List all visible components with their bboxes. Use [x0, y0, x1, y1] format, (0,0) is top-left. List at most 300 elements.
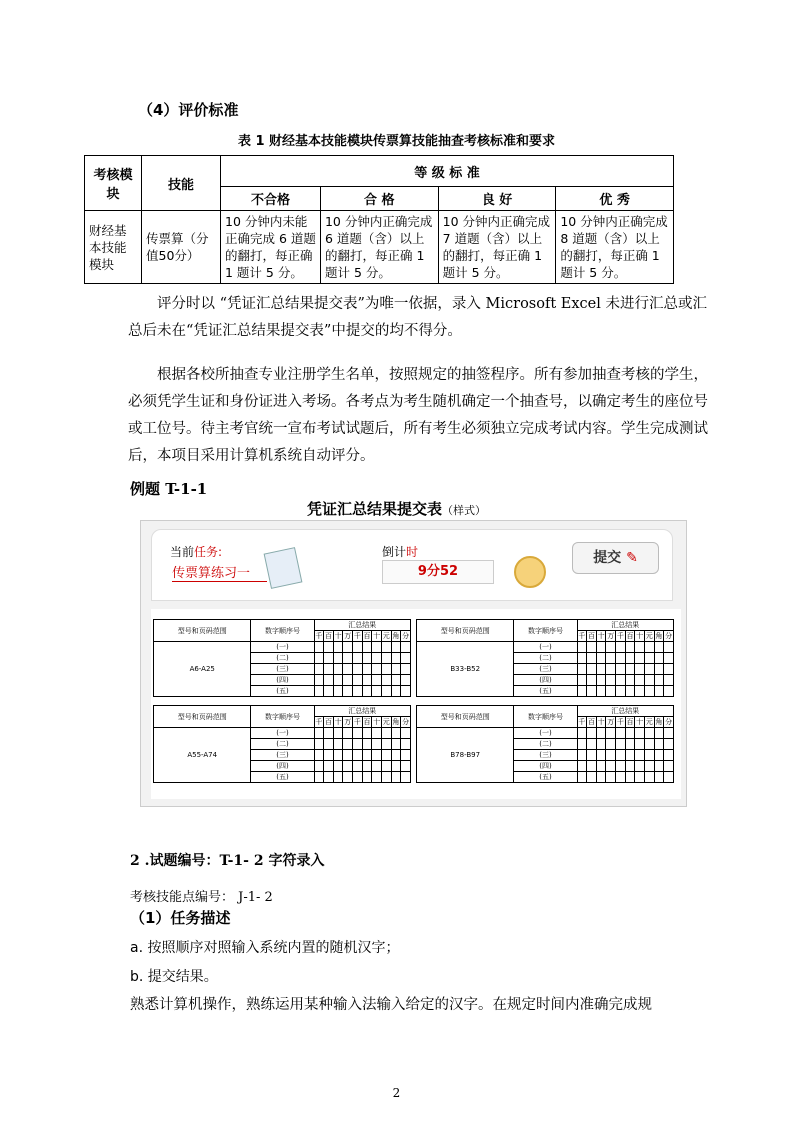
digit-input-cell[interactable] [644, 675, 654, 686]
digit-input-cell[interactable] [644, 664, 654, 675]
form-title [0, 498, 793, 519]
col-range-header: 型号和页码范围 [154, 620, 251, 642]
digit-input-cell[interactable] [314, 686, 324, 697]
digit-input-cell[interactable] [654, 750, 664, 761]
digit-input-cell[interactable] [372, 739, 382, 750]
seq-cell: (四) [514, 675, 577, 686]
digit-input-cell[interactable] [596, 642, 606, 653]
digit-input-cell[interactable] [616, 750, 626, 761]
result-row [417, 642, 674, 653]
digit-input-cell[interactable] [577, 675, 587, 686]
digit-input-cell[interactable] [333, 728, 343, 739]
digit-input-cell[interactable] [362, 675, 372, 686]
digit-input-cell[interactable] [333, 761, 343, 772]
digit-input-cell[interactable] [577, 686, 587, 697]
digit-input-cell[interactable] [654, 739, 664, 750]
digit-input-cell[interactable] [577, 739, 587, 750]
desc-good: 10 分钟内正确完成 7 道题（含）以上的翻打，每正确 1 题计 5 分。 [438, 211, 556, 284]
digit-header: 十 [334, 632, 342, 640]
digit-header: 十 [597, 632, 605, 640]
digit-header: 分 [402, 718, 410, 726]
range-cell: B33-B52 [417, 642, 514, 697]
range-cell: B78-B97 [417, 728, 514, 783]
range-cell: A55-A74 [154, 728, 251, 783]
digit-input-cell[interactable] [353, 728, 363, 739]
digit-input-cell[interactable] [333, 653, 343, 664]
digit-input-cell[interactable] [664, 728, 674, 739]
digit-input-cell[interactable] [606, 728, 616, 739]
digit-input-cell[interactable] [616, 739, 626, 750]
digit-input-cell[interactable] [324, 739, 334, 750]
digit-input-cell[interactable] [596, 664, 606, 675]
seq-cell: (五) [514, 686, 577, 697]
digit-input-cell[interactable] [644, 739, 654, 750]
digit-input-cell[interactable] [596, 750, 606, 761]
standard-table [84, 155, 674, 284]
digit-input-cell[interactable] [664, 772, 674, 783]
digit-input-cell[interactable] [401, 750, 411, 761]
digit-input-cell[interactable] [654, 675, 664, 686]
digit-input-cell[interactable] [596, 728, 606, 739]
digit-header: 元 [645, 718, 653, 726]
digit-input-cell[interactable] [343, 686, 353, 697]
digit-input-cell[interactable] [353, 642, 363, 653]
digit-input-cell[interactable] [381, 653, 391, 664]
seq-cell: (一) [251, 728, 314, 739]
digit-header: 万 [344, 718, 352, 726]
digit-input-cell[interactable] [616, 728, 626, 739]
digit-input-cell[interactable] [362, 728, 372, 739]
range-cell: A6-A25 [154, 642, 251, 697]
digit-input-cell[interactable] [587, 750, 597, 761]
countdown-timer: 9分52 [382, 560, 494, 584]
digit-input-cell[interactable] [391, 739, 401, 750]
digit-input-cell[interactable] [401, 761, 411, 772]
digit-input-cell[interactable] [333, 664, 343, 675]
digit-header: 百 [325, 632, 333, 640]
col-range-header: 型号和页码范围 [417, 620, 514, 642]
digit-header: 千 [315, 632, 323, 640]
digit-input-cell[interactable] [644, 728, 654, 739]
digit-header: 十 [636, 632, 644, 640]
digit-input-cell[interactable] [381, 728, 391, 739]
digit-input-cell[interactable] [362, 750, 372, 761]
seq-cell: (三) [514, 750, 577, 761]
digit-input-cell[interactable] [606, 675, 616, 686]
digit-input-cell[interactable] [381, 642, 391, 653]
seq-cell: (三) [514, 664, 577, 675]
item-b: b. 提交结果。 [130, 969, 218, 985]
task-label: 当前任务: [170, 545, 223, 559]
digit-input-cell[interactable] [401, 728, 411, 739]
digit-input-cell[interactable] [362, 664, 372, 675]
digit-input-cell[interactable] [314, 761, 324, 772]
digit-header: 百 [325, 718, 333, 726]
digit-input-cell[interactable] [314, 772, 324, 783]
digit-input-cell[interactable] [664, 642, 674, 653]
form-header [151, 529, 673, 601]
digit-header: 元 [382, 718, 390, 726]
digit-input-cell[interactable] [577, 728, 587, 739]
digit-input-cell[interactable] [381, 686, 391, 697]
digit-input-cell[interactable] [664, 686, 674, 697]
digit-input-cell[interactable] [616, 772, 626, 783]
digit-input-cell[interactable] [606, 761, 616, 772]
digit-input-cell[interactable] [606, 750, 616, 761]
digit-input-cell[interactable] [314, 739, 324, 750]
digit-input-cell[interactable] [314, 750, 324, 761]
digit-input-cell[interactable] [625, 642, 635, 653]
key-point: 考核技能点编号： J-1- 2 [130, 890, 273, 905]
digit-input-cell[interactable] [391, 686, 401, 697]
digit-input-cell[interactable] [372, 686, 382, 697]
digit-input-cell[interactable] [644, 750, 654, 761]
digit-input-cell[interactable] [587, 664, 597, 675]
digit-input-cell[interactable] [353, 675, 363, 686]
digit-input-cell[interactable] [362, 642, 372, 653]
digit-input-cell[interactable] [401, 772, 411, 783]
digit-input-cell[interactable] [616, 653, 626, 664]
digit-input-cell[interactable] [401, 653, 411, 664]
digit-input-cell[interactable] [343, 642, 353, 653]
digit-input-cell[interactable] [664, 675, 674, 686]
page-number: 2 [392, 1086, 401, 1100]
digit-input-cell[interactable] [606, 772, 616, 783]
digit-input-cell[interactable] [664, 653, 674, 664]
section-heading: （4）评价标准 [138, 101, 239, 119]
digit-input-cell[interactable] [324, 728, 334, 739]
digit-input-cell[interactable] [314, 664, 324, 675]
digit-input-cell[interactable] [625, 739, 635, 750]
digit-input-cell[interactable] [324, 642, 334, 653]
result-row [154, 728, 411, 739]
digit-input-cell[interactable] [587, 772, 597, 783]
digit-input-cell[interactable] [343, 750, 353, 761]
digit-input-cell[interactable] [381, 664, 391, 675]
digit-input-cell[interactable] [625, 686, 635, 697]
digit-input-cell[interactable] [596, 675, 606, 686]
digit-header: 十 [334, 718, 342, 726]
col-result-header: 汇总结果 [577, 620, 673, 631]
result-row [154, 642, 411, 653]
seq-cell: (五) [251, 686, 314, 697]
digit-input-cell[interactable] [644, 642, 654, 653]
digit-input-cell[interactable] [606, 653, 616, 664]
digit-input-cell[interactable] [381, 675, 391, 686]
digit-input-cell[interactable] [635, 653, 645, 664]
example-title: 例题 T-1-1 [130, 480, 208, 498]
seq-cell: (三) [251, 664, 314, 675]
digit-header: 角 [392, 632, 400, 640]
digit-input-cell[interactable] [577, 772, 587, 783]
digit-input-cell[interactable] [654, 664, 664, 675]
digit-header: 角 [655, 632, 663, 640]
digit-input-cell[interactable] [644, 772, 654, 783]
digit-input-cell[interactable] [635, 761, 645, 772]
digit-input-cell[interactable] [577, 642, 587, 653]
item-a: a. 按照顺序对照输入系统内置的随机汉字； [130, 940, 400, 956]
result-block-2 [416, 619, 674, 697]
digit-input-cell[interactable] [343, 761, 353, 772]
digit-input-cell[interactable] [372, 772, 382, 783]
digit-input-cell[interactable] [372, 761, 382, 772]
digit-input-cell[interactable] [625, 728, 635, 739]
digit-input-cell[interactable] [333, 642, 343, 653]
digit-input-cell[interactable] [596, 686, 606, 697]
digit-input-cell[interactable] [596, 739, 606, 750]
digit-input-cell[interactable] [391, 653, 401, 664]
digit-input-cell[interactable] [353, 664, 363, 675]
digit-input-cell[interactable] [333, 686, 343, 697]
digit-input-cell[interactable] [314, 675, 324, 686]
digit-input-cell[interactable] [587, 642, 597, 653]
digit-input-cell[interactable] [596, 772, 606, 783]
result-grid-area [151, 609, 681, 799]
digit-input-cell[interactable] [353, 772, 363, 783]
digit-input-cell[interactable] [654, 686, 664, 697]
digit-input-cell[interactable] [362, 772, 372, 783]
digit-input-cell[interactable] [625, 772, 635, 783]
task-name: 传票算练习一 [172, 562, 267, 582]
digit-input-cell[interactable] [401, 739, 411, 750]
digit-input-cell[interactable] [343, 739, 353, 750]
digit-input-cell[interactable] [391, 728, 401, 739]
digit-input-cell[interactable] [381, 761, 391, 772]
digit-input-cell[interactable] [654, 642, 664, 653]
digit-input-cell[interactable] [391, 664, 401, 675]
seq-cell: (四) [251, 761, 314, 772]
digit-input-cell[interactable] [372, 675, 382, 686]
digit-input-cell[interactable] [343, 728, 353, 739]
digit-input-cell[interactable] [333, 739, 343, 750]
digit-header: 角 [655, 718, 663, 726]
digit-input-cell[interactable] [664, 750, 674, 761]
seq-cell: (一) [514, 728, 577, 739]
digit-input-cell[interactable] [635, 664, 645, 675]
digit-input-cell[interactable] [381, 750, 391, 761]
desc-fail: 10 分钟内未能正确完成 6 道题的翻打，每正确 1 题计 5 分。 [221, 211, 321, 284]
digit-input-cell[interactable] [625, 675, 635, 686]
digit-header: 千 [578, 718, 586, 726]
digit-header: 十 [373, 632, 381, 640]
submission-form-screenshot [140, 520, 687, 807]
digit-input-cell[interactable] [343, 675, 353, 686]
seq-cell: (一) [514, 642, 577, 653]
digit-input-cell[interactable] [635, 728, 645, 739]
col-seq-header: 数字顺序号 [514, 706, 577, 728]
digit-input-cell[interactable] [654, 761, 664, 772]
digit-input-cell[interactable] [343, 772, 353, 783]
digit-input-cell[interactable] [324, 686, 334, 697]
digit-input-cell[interactable] [343, 653, 353, 664]
digit-input-cell[interactable] [372, 642, 382, 653]
digit-input-cell[interactable] [625, 653, 635, 664]
timer-label: 倒计时 [382, 545, 419, 559]
digit-input-cell[interactable] [314, 642, 324, 653]
header-module: 考核模块 [85, 156, 142, 211]
col-result-header: 汇总结果 [314, 620, 410, 631]
digit-header: 十 [636, 718, 644, 726]
digit-input-cell[interactable] [664, 761, 674, 772]
digit-input-cell[interactable] [333, 772, 343, 783]
digit-header: 千 [353, 718, 361, 726]
digit-input-cell[interactable] [625, 664, 635, 675]
col-range-header: 型号和页码范围 [154, 706, 251, 728]
digit-input-cell[interactable] [635, 750, 645, 761]
header-skill: 技能 [142, 156, 221, 211]
digit-input-cell[interactable] [324, 675, 334, 686]
digit-input-cell[interactable] [587, 686, 597, 697]
result-block-4 [416, 705, 674, 783]
digit-input-cell[interactable] [391, 675, 401, 686]
digit-input-cell[interactable] [606, 739, 616, 750]
digit-input-cell[interactable] [587, 761, 597, 772]
digit-input-cell[interactable] [362, 686, 372, 697]
digit-header: 元 [645, 632, 653, 640]
col-result-header: 汇总结果 [314, 706, 410, 717]
digit-input-cell[interactable] [324, 772, 334, 783]
digit-header: 十 [373, 718, 381, 726]
digit-input-cell[interactable] [372, 728, 382, 739]
digit-header: 万 [607, 718, 615, 726]
digit-input-cell[interactable] [606, 642, 616, 653]
digit-input-cell[interactable] [333, 675, 343, 686]
digit-input-cell[interactable] [644, 761, 654, 772]
digit-input-cell[interactable] [391, 750, 401, 761]
digit-input-cell[interactable] [587, 739, 597, 750]
digit-input-cell[interactable] [372, 664, 382, 675]
digit-input-cell[interactable] [644, 653, 654, 664]
digit-input-cell[interactable] [596, 761, 606, 772]
digit-input-cell[interactable] [362, 739, 372, 750]
digit-input-cell[interactable] [635, 772, 645, 783]
digit-input-cell[interactable] [577, 664, 587, 675]
col-result-header: 汇总结果 [577, 706, 673, 717]
para-scoring: 评分时以 “凭证汇总结果提交表”为唯一依据，录入 Microsoft Excel 未进行汇总或汇总后未在“凭证汇总结果提交表”中提交的均不得分。 [128, 296, 707, 339]
digit-header: 万 [344, 632, 352, 640]
para-procedure: 根据各校所抽查专业注册学生名单，按照规定的抽签程序。所有参加抽查考核的学生，必须凭学生证和身份证进入考场。各考点为考生随机确定一个抽查号，以确定考生的座位号或工位号。待主考官统一宣布考试试题后，所有考生必须独立完成考试内容。学生完成测试后，本项目采用计算机系统自动评分。 [128, 367, 708, 464]
digit-input-cell[interactable] [381, 739, 391, 750]
digit-input-cell[interactable] [625, 761, 635, 772]
digit-header: 千 [578, 632, 586, 640]
digit-input-cell[interactable] [333, 750, 343, 761]
grade-pass: 合 格 [320, 187, 438, 211]
digit-input-cell[interactable] [353, 739, 363, 750]
digit-input-cell[interactable] [372, 750, 382, 761]
digit-input-cell[interactable] [587, 728, 597, 739]
seq-cell: (二) [251, 653, 314, 664]
digit-input-cell[interactable] [577, 653, 587, 664]
digit-input-cell[interactable] [353, 750, 363, 761]
digit-input-cell[interactable] [596, 653, 606, 664]
seq-cell: (三) [251, 750, 314, 761]
digit-input-cell[interactable] [587, 653, 597, 664]
digit-input-cell[interactable] [391, 642, 401, 653]
digit-input-cell[interactable] [577, 750, 587, 761]
digit-input-cell[interactable] [577, 761, 587, 772]
digit-header: 分 [665, 632, 673, 640]
grade-good: 良 好 [438, 187, 556, 211]
module-cell: 财经基本技能模块 [85, 211, 142, 284]
desc-excellent: 10 分钟内正确完成 8 道题（含）以上的翻打，每正确 1 题计 5 分。 [556, 211, 674, 284]
digit-input-cell[interactable] [314, 653, 324, 664]
digit-input-cell[interactable] [664, 739, 674, 750]
seq-cell: (二) [514, 739, 577, 750]
seq-cell: (四) [251, 675, 314, 686]
digit-input-cell[interactable] [401, 675, 411, 686]
digit-input-cell[interactable] [625, 750, 635, 761]
digit-input-cell[interactable] [616, 675, 626, 686]
digit-input-cell[interactable] [324, 653, 334, 664]
digit-header: 元 [382, 632, 390, 640]
submit-button[interactable]: 提交 ✎ [572, 542, 659, 574]
digit-input-cell[interactable] [372, 653, 382, 664]
para-final: 熟悉计算机操作，熟练运用某种输入法输入给定的汉字。在规定时间内准确完成规 [130, 997, 652, 1013]
digit-input-cell[interactable] [587, 675, 597, 686]
digit-input-cell[interactable] [401, 642, 411, 653]
digit-input-cell[interactable] [644, 686, 654, 697]
digit-input-cell[interactable] [635, 686, 645, 697]
digit-input-cell[interactable] [606, 686, 616, 697]
digit-input-cell[interactable] [616, 642, 626, 653]
digit-input-cell[interactable] [616, 664, 626, 675]
digit-input-cell[interactable] [616, 761, 626, 772]
digit-input-cell[interactable] [353, 686, 363, 697]
digit-input-cell[interactable] [391, 772, 401, 783]
seq-cell: (二) [514, 653, 577, 664]
digit-input-cell[interactable] [654, 728, 664, 739]
digit-input-cell[interactable] [324, 750, 334, 761]
digit-header: 角 [392, 718, 400, 726]
digit-input-cell[interactable] [362, 761, 372, 772]
digit-input-cell[interactable] [654, 653, 664, 664]
table-caption: 表 1 财经基本技能模块传票算技能抽查考核标准和要求 [237, 134, 556, 149]
digit-header: 千 [616, 718, 624, 726]
digit-input-cell[interactable] [635, 675, 645, 686]
digit-input-cell[interactable] [635, 642, 645, 653]
seq-cell: (二) [251, 739, 314, 750]
col-seq-header: 数字顺序号 [251, 706, 314, 728]
task-description-heading: （1）任务描述 [130, 909, 231, 927]
digit-input-cell[interactable] [616, 686, 626, 697]
digit-input-cell[interactable] [362, 653, 372, 664]
digit-header: 千 [315, 718, 323, 726]
digit-input-cell[interactable] [401, 664, 411, 675]
digit-input-cell[interactable] [353, 761, 363, 772]
seq-cell: (四) [514, 761, 577, 772]
digit-input-cell[interactable] [324, 664, 334, 675]
digit-header: 百 [588, 718, 596, 726]
grade-fail: 不合格 [221, 187, 321, 211]
digit-input-cell[interactable] [654, 772, 664, 783]
digit-input-cell[interactable] [635, 739, 645, 750]
seq-cell: (五) [514, 772, 577, 783]
digit-input-cell[interactable] [606, 664, 616, 675]
digit-input-cell[interactable] [381, 772, 391, 783]
pen-icon: ✎ [626, 550, 638, 566]
digit-input-cell[interactable] [314, 728, 324, 739]
digit-input-cell[interactable] [401, 686, 411, 697]
digit-input-cell[interactable] [324, 761, 334, 772]
col-range-header: 型号和页码范围 [417, 706, 514, 728]
digit-header: 千 [353, 632, 361, 640]
digit-input-cell[interactable] [343, 664, 353, 675]
form-title-text: 凭证汇总结果提交表 [306, 500, 442, 518]
digit-input-cell[interactable] [664, 664, 674, 675]
header-grade: 等 级 标 准 [221, 156, 674, 187]
digit-input-cell[interactable] [353, 653, 363, 664]
digit-input-cell[interactable] [391, 761, 401, 772]
